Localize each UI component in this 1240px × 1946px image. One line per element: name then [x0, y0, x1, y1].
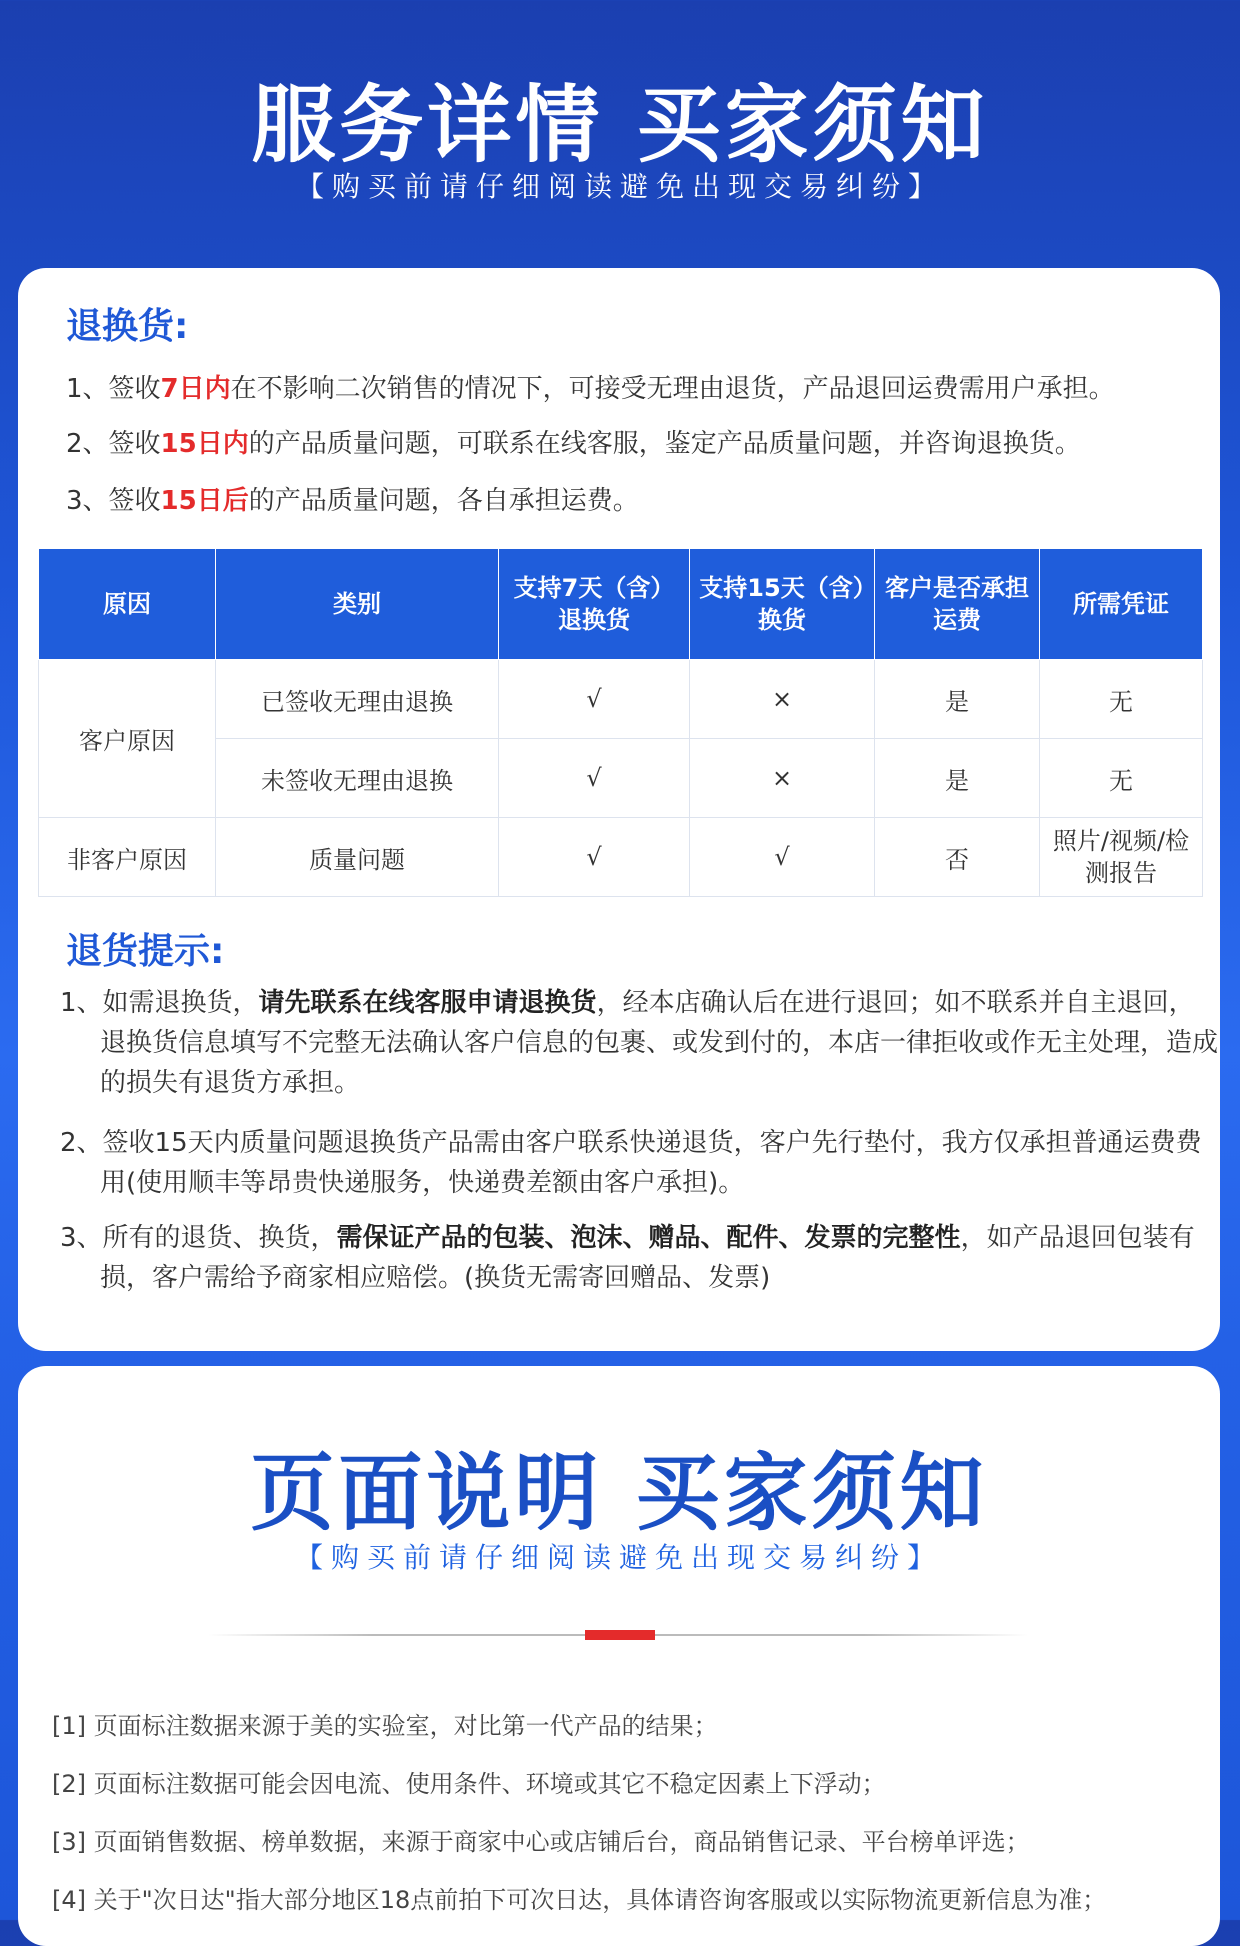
return-policy-table	[38, 548, 1203, 897]
rule-highlight: 7日内	[160, 374, 231, 404]
notes-title: 页面说明 买家须知	[250, 1444, 988, 1542]
reason-cell: 非客户原因	[39, 818, 216, 897]
table-header-row	[39, 549, 1203, 660]
table-header: 支持7天（含）退换货	[499, 549, 690, 660]
proof-cell: 无	[1040, 739, 1203, 818]
note-item: [4] 关于"次日达"指大部分地区18点前拍下可次日达，具体请咨询客服或以实际物流更新信息为准；	[52, 1886, 1107, 1914]
return-rule-1	[66, 368, 1115, 405]
cross-icon: ×	[690, 660, 875, 739]
cross-icon: ×	[690, 739, 875, 818]
check-icon: √	[499, 818, 690, 897]
table-header: 客户是否承担运费	[875, 549, 1040, 660]
reason-cell: 客户原因	[39, 660, 216, 818]
tip-item-3	[60, 1218, 1220, 1298]
check-icon: √	[499, 739, 690, 818]
table-header: 所需凭证	[1040, 549, 1203, 660]
freight-cell: 是	[875, 739, 1040, 818]
rule-text: 1、签收	[66, 374, 161, 404]
proof-cell: 照片/视频/检测报告	[1040, 818, 1203, 897]
table-header: 原因	[39, 549, 216, 660]
category-cell: 未签收无理由退换	[216, 739, 499, 818]
note-item: [3] 页面销售数据、榜单数据，来源于商家中心或店铺后台，商品销售记录、平台榜单评选；	[52, 1828, 1030, 1856]
rule-text: 2、签收	[66, 429, 161, 459]
hero-title: 服务详情 买家须知	[251, 76, 989, 174]
return-rule-2	[66, 423, 1081, 460]
notes-subtitle: 【购买前请仔细阅读避免出现交易纠纷】	[294, 1541, 943, 1574]
returns-heading: 退换货:	[66, 306, 189, 347]
tip-emphasis: 请先联系在线客服申请退换货	[258, 988, 597, 1018]
category-cell: 质量问题	[216, 818, 499, 897]
tips-heading: 退货提示:	[66, 931, 225, 972]
tip-text: 3、所有的退货、换货，	[60, 1223, 337, 1253]
table-row	[39, 818, 1203, 897]
hero-banner	[0, 0, 1240, 260]
category-cell: 已签收无理由退换	[216, 660, 499, 739]
check-icon: √	[690, 818, 875, 897]
note-item: [2] 页面标注数据可能会因电流、使用条件、环境或其它不稳定因素上下浮动；	[52, 1770, 886, 1798]
tip-item-2	[60, 1123, 1220, 1203]
check-icon: √	[499, 660, 690, 739]
return-rule-3	[66, 480, 639, 517]
freight-cell: 是	[875, 660, 1040, 739]
tip-item-1	[60, 983, 1220, 1103]
service-details-card	[18, 268, 1220, 1351]
table-header: 类别	[216, 549, 499, 660]
divider-accent	[585, 1630, 655, 1640]
rule-text: 在不影响二次销售的情况下，可接受无理由退货，产品退回运费需用户承担。	[230, 374, 1115, 404]
rule-text: 的产品质量问题，可联系在线客服，鉴定产品质量问题，并咨询退换货。	[248, 429, 1081, 459]
table-row	[39, 660, 1203, 739]
freight-cell: 否	[875, 818, 1040, 897]
rule-text: 的产品质量问题，各自承担运费。	[248, 486, 639, 516]
hero-subtitle: 【购买前请仔细阅读避免出现交易纠纷】	[295, 170, 944, 203]
tip-text: ，如产品退回包装有损，客户需给予商家相应赔偿。(换货无需寄回赠品、发票)	[100, 1223, 1195, 1293]
note-item: [1] 页面标注数据来源于美的实验室，对比第一代产品的结果；	[52, 1712, 718, 1740]
rule-highlight: 15日内	[160, 429, 249, 459]
tip-text: 1、如需退换货，	[60, 988, 259, 1018]
rule-text: 3、签收	[66, 486, 161, 516]
rule-highlight: 15日后	[160, 486, 249, 516]
table-header: 支持15天（含）换货	[690, 549, 875, 660]
tip-text: 2、签收15天内质量问题退换货产品需由客户联系快递退货，客户先行垫付，我方仅承担普通运费费用(使用顺丰等昂贵快递服务，快递费差额由客户承担)。	[60, 1128, 1202, 1198]
tip-text: ，经本店确认后在进行退回；如不联系并自主退回，退换货信息填写不完整无法确认客户信息的包裹、或发到付的，本店一律拒收或作无主处理，造成的损失有退货方承担。	[100, 988, 1219, 1098]
tip-emphasis: 需保证产品的包装、泡沫、赠品、配件、发票的完整性	[336, 1223, 961, 1253]
page-notes-card	[18, 1366, 1220, 1946]
proof-cell: 无	[1040, 660, 1203, 739]
